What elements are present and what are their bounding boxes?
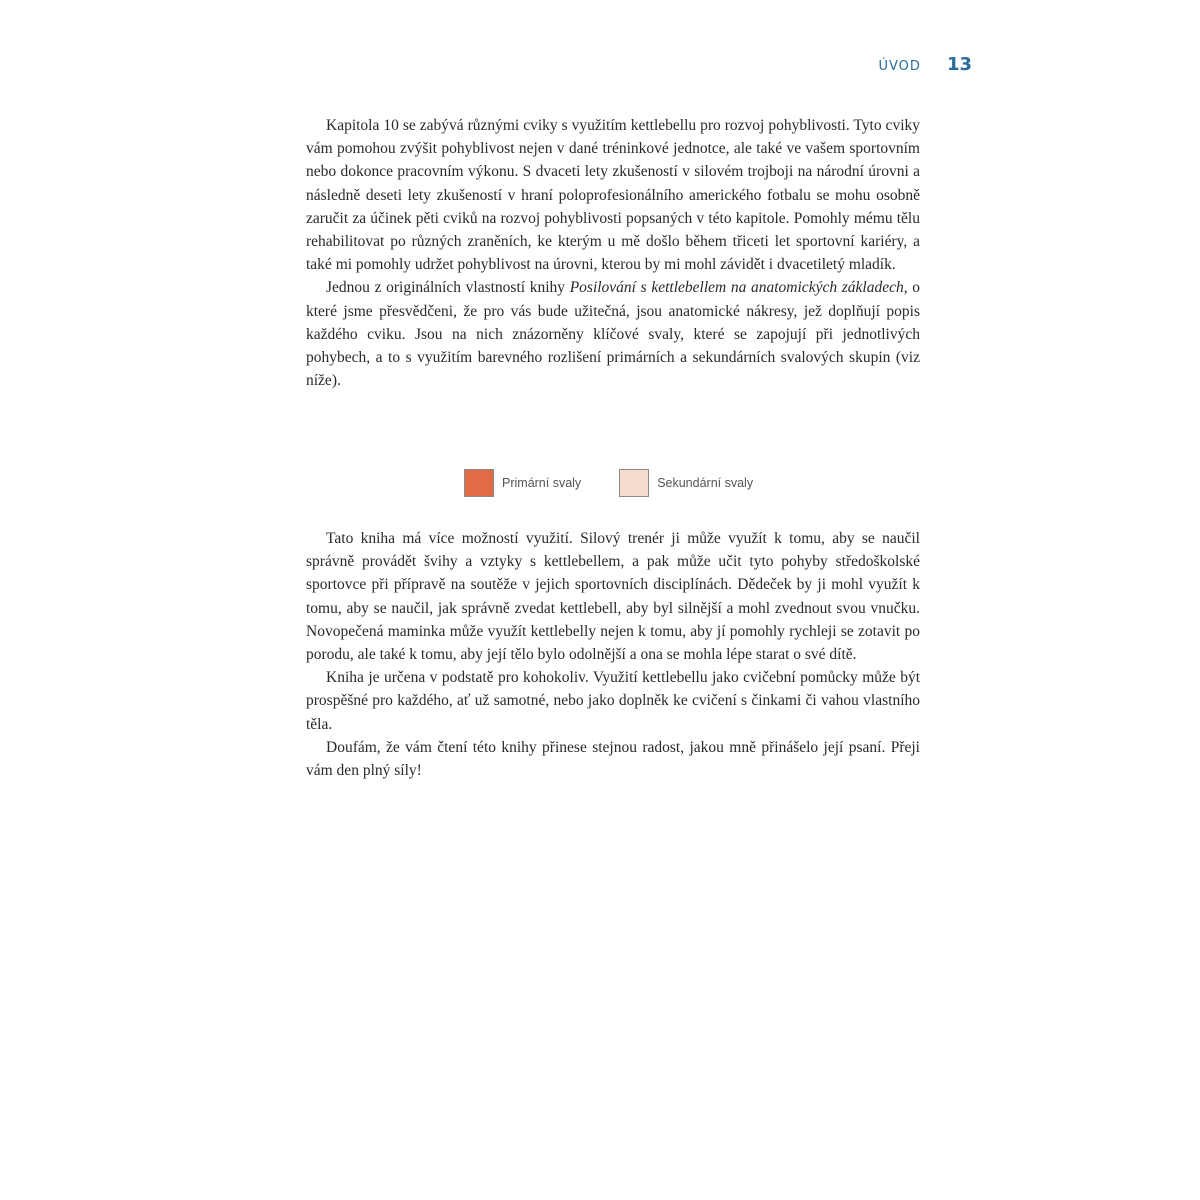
- paragraph-uses: Tato kniha má více možností využití. Silový trenér ji může využít k tomu, aby se naučil správně provádět švihy a vztyky s kettlebellem, a pak může učit tyto pohyby středoškolské sportovce při přípravě na soutěže v jejich sportovních disciplínách. Dědeček by ji mohl využít k tomu, aby se naučil, jak správně zvedat kettlebell, aby byl silnější a mohl zvednout svou vnučku. Novopečená maminka může využít kettlebelly nejen k tomu, aby jí pomohly rychleji se zotavit po porodu, ale také k tomu, aby její tělo bylo odolnější a ona se mohla lépe starat o své dítě.: [306, 530, 920, 664]
- paragraph-closing: Doufám, že vám čtení této knihy přinese stejnou radost, jakou mně přinášelo její psaní. Přeji vám den plný síly!: [306, 738, 920, 780]
- primary-muscles-label: Primární svaly: [502, 476, 582, 490]
- paragraph-audience: Kniha je určena v podstatě pro kohokoliv. Využití kettlebellu jako cvičební pomůcky může být prospěšné pro každého, ať už samotné, nebo jako doplněk ke cvičení s činkami či vahou vlastního těla.: [306, 669, 920, 733]
- intro-text: [306, 114, 920, 392]
- book-title: Posilování s kettlebellem na anatomických základech: [569, 279, 904, 297]
- primary-muscles-swatch: [464, 469, 494, 497]
- legend-item-secondary: [619, 469, 753, 497]
- paragraph-anatomy-drawings: [306, 276, 920, 392]
- legend-item-primary: [464, 469, 581, 497]
- page-number: 13: [946, 54, 972, 75]
- paragraph-chapter-10: Kapitola 10 se zabývá různými cviky s využitím kettlebellu pro rozvoj pohyblivosti. Tyto cviky vám pomohou zvýšit pohyblivost nejen v dané tréninkové jednotce, ale také ve vašem sportovním nebo dokonce pracovním výkonu. S dvaceti lety zkušeností v silovém trojboji na národní úrovni a následně deseti lety zkušeností v hraní poloprofesionálního amerického fotbalu se mohu osobně zaručit za účinek pěti cviků na rozvoj pohyblivosti popsaných v této kapitole. Pomohly mému tělu rehabilitovat po různých zraněních, ke kterým u mě došlo během třiceti let sportovní kariéry, a také mi pomohly udržet pohyblivost na úrovni, kterou by mi mohl závidět i dvacetiletý mladík.: [306, 117, 920, 274]
- paragraph-text-start: Jednou z originálních vlastností knihy: [326, 279, 570, 297]
- section-name: ÚVOD: [878, 59, 921, 74]
- body-text: [306, 527, 920, 782]
- secondary-muscles-swatch: [619, 469, 649, 497]
- running-head: [879, 54, 973, 75]
- muscle-legend: [464, 469, 753, 497]
- paragraph-text-end: , o které jsme přesvědčeni, že pro vás bude užitečná, jsou anatomické nákresy, jež doplňují popis každého cviku. Jsou na nich znázorněny klíčové svaly, které se zapojují při jednotlivých pohybech, a to s využitím barevného rozlišení primárních a sekundárních svalových skupin (viz níže).: [306, 279, 920, 390]
- secondary-muscles-label: Sekundární svaly: [657, 476, 754, 490]
